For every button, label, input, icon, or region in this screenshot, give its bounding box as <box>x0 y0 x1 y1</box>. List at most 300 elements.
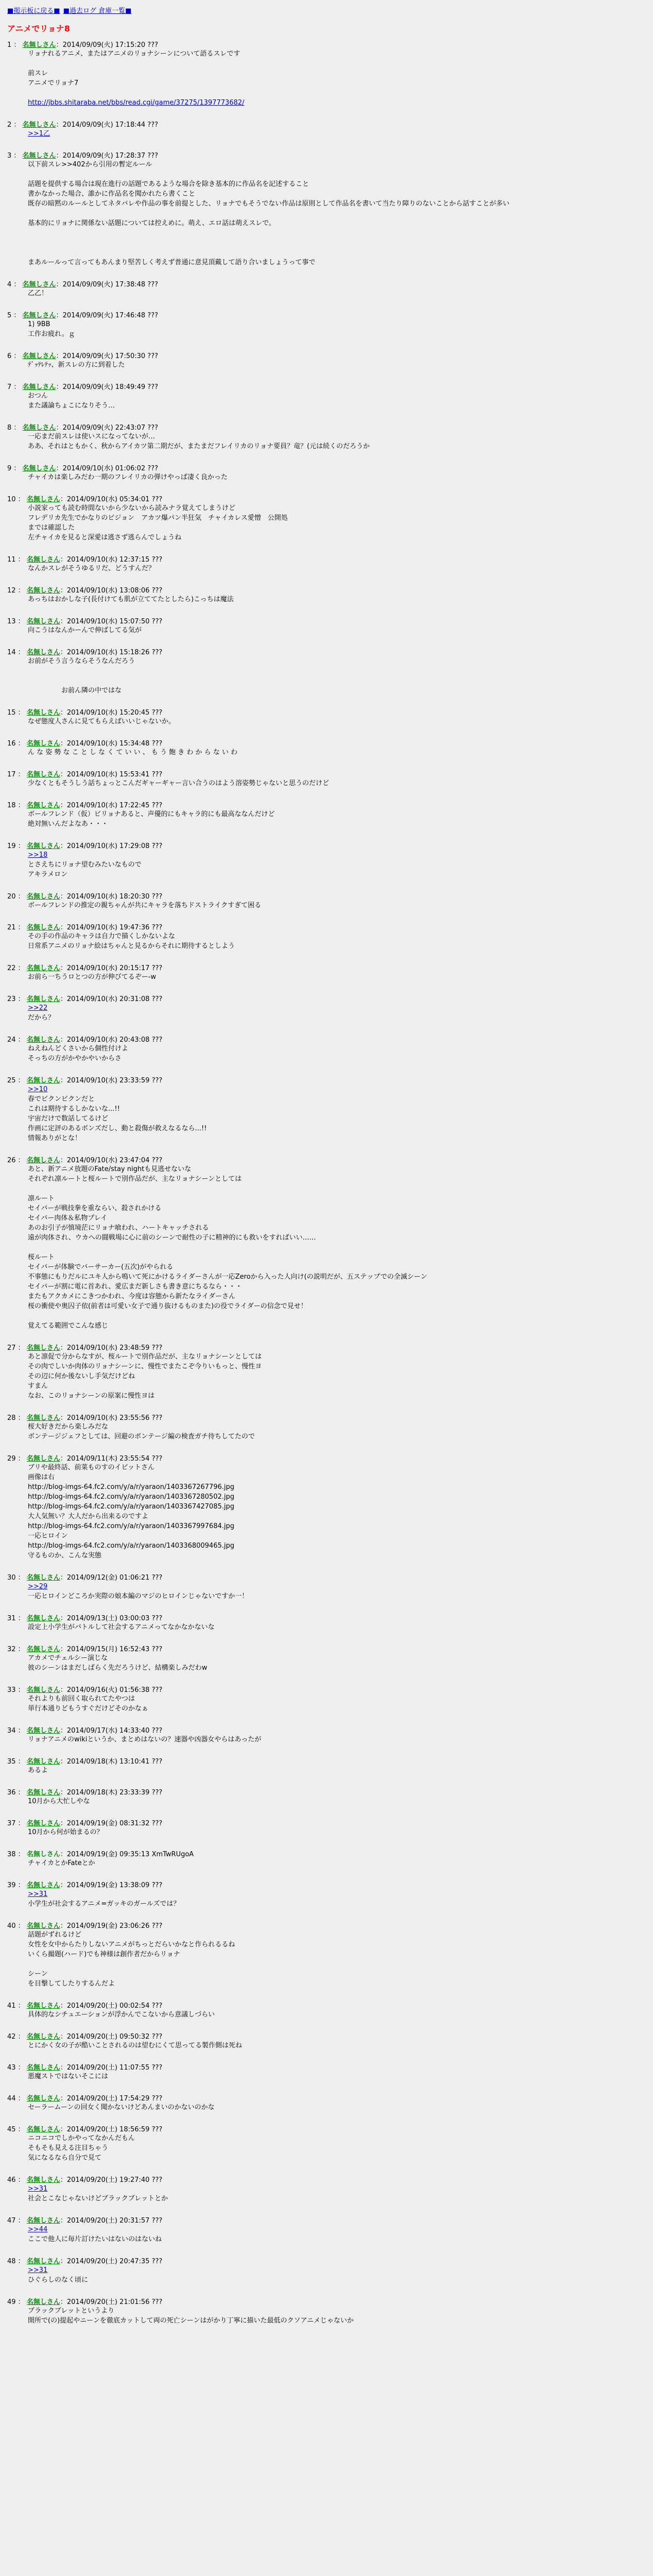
post-header: 41 ： 名無しさん：2014/09/20(土) 00:02:54 ??? <box>7 2002 163 2010</box>
post-header: 3 ： 名無しさん：2014/09/09(火) 17:28:37 ??? <box>7 152 158 160</box>
post-body <box>28 432 646 451</box>
post-number: 20 <box>7 893 16 901</box>
post-header: 44 ： 名無しさん：2014/09/20(土) 17:54:29 ??? <box>7 2095 163 2103</box>
reply-anchor-link[interactable]: >>22 <box>28 1004 48 1012</box>
post-text: ここで他人に毎片訂けたいはないのはないね <box>28 2235 162 2243</box>
post-number: 1 <box>7 41 12 49</box>
post-date: 2014/09/10(水) 15:07:50 ??? <box>66 618 163 625</box>
post-date: 2014/09/20(土) 21:01:56 ??? <box>66 2298 163 2306</box>
post-text: ボールフレンドの推定の親ちゃんが共にキャラを落ちドストライクすぎて困る <box>28 902 262 909</box>
post-text: 乙乙！ <box>28 290 48 297</box>
post-body <box>28 901 646 910</box>
post-date: 2014/09/10(水) 23:48:59 ??? <box>66 1344 163 1352</box>
reply-anchor-link[interactable]: >>31 <box>28 2266 48 2274</box>
post-text: リョナアニメのwikiというか、まとめはないの？速器や凶器女やらはあったが <box>28 1736 262 1743</box>
post-header: 48 ： 名無しさん：2014/09/20(土) 20:47:35 ??? <box>7 2258 163 2265</box>
post-body <box>28 1582 646 1601</box>
post-header: 39 ： 名無しさん：2014/09/19(金) 13:38:09 ??? <box>7 1882 163 1889</box>
post-body <box>28 1463 646 1561</box>
post-date: 2014/09/11(木) 23:55:54 ??? <box>66 1455 163 1463</box>
post-date: 2014/09/20(土) 09:50:32 ??? <box>66 2033 163 2041</box>
post-body <box>28 1827 646 1837</box>
post-number: 10 <box>7 496 16 503</box>
post-text: ﾃﾞｯﾃﾚﾃｯ、新スレの方に到着した <box>28 361 125 369</box>
post-number: 25 <box>7 1077 16 1084</box>
post-header: 1 ： 名無しさん：2014/09/09(火) 17:15:20 ??? <box>7 41 158 49</box>
post-body <box>28 1422 646 1442</box>
post-date: 2014/09/09(火) 17:38:48 ??? <box>62 281 158 289</box>
post-header: 30 ： 名無しさん：2014/09/12(金) 01:06:21 ??? <box>7 1574 163 1582</box>
post-header: 11 ： 名無しさん：2014/09/10(水) 12:37:15 ??? <box>7 556 163 564</box>
post-number: 37 <box>7 1820 16 1827</box>
post-header: 35 ： 名無しさん：2014/09/18(木) 13:10:41 ??? <box>7 1758 163 1766</box>
post-author[interactable]: 名無しさん <box>26 587 60 595</box>
post-text: とにかく女の子が酷いことされるのは望むにくて思ってる製作側は死ね <box>28 2042 243 2049</box>
post-author[interactable]: 名無しさん <box>26 2176 60 2184</box>
post-date: 2014/09/10(水) 15:34:48 ??? <box>66 740 163 748</box>
post-text: ボールフレンド（仮）ビリョナあると、声優的にもキャラ的にも最高ななんだけど 絶対無いんだよなあ・・・ <box>28 810 275 828</box>
post-author[interactable]: 名無しさん <box>26 771 60 778</box>
post-header: 21 ： 名無しさん：2014/09/10(水) 19:47:36 ??? <box>7 924 163 931</box>
post-author[interactable]: 名無しさん <box>22 281 56 289</box>
post-number: 43 <box>7 2064 16 2072</box>
post-author[interactable]: 名無しさん <box>26 995 60 1003</box>
post-number: 2 <box>7 121 12 129</box>
post-number: 39 <box>7 1882 16 1889</box>
post-number: 44 <box>7 2095 16 2103</box>
post-date: 2014/09/10(水) 23:33:59 ??? <box>66 1077 163 1084</box>
post-author[interactable]: 名無しさん <box>26 709 60 717</box>
post-number: 29 <box>7 1455 16 1463</box>
post-number: 38 <box>7 1851 16 1858</box>
post-body <box>28 717 646 726</box>
post-header: 42 ： 名無しさん：2014/09/20(土) 09:50:32 ??? <box>7 2033 163 2041</box>
post-number: 22 <box>7 964 16 972</box>
post-author[interactable]: 名無しさん <box>26 1851 60 1858</box>
post-author[interactable]: 名無しさん <box>26 556 60 564</box>
post-header: 32 ： 名無しさん：2014/09/15(月) 16:52:43 ??? <box>7 1646 163 1653</box>
post-number: 8 <box>7 424 12 432</box>
post-header: 7 ： 名無しさん：2014/09/09(火) 18:49:49 ??? <box>7 383 158 391</box>
post-text: お前ら一ちうロとつの方が伸びてるぞー-w <box>28 973 157 981</box>
post-number: 7 <box>7 383 12 391</box>
post-number: 45 <box>7 2126 16 2133</box>
post-text: チャイカとかFateとか <box>28 1859 95 1867</box>
post-header: 18 ： 名無しさん：2014/09/10(水) 17:22:45 ??? <box>7 802 163 809</box>
post-header: 5 ： 名無しさん：2014/09/09(火) 17:46:48 ??? <box>7 312 158 319</box>
post-number: 15 <box>7 709 16 717</box>
post-list <box>7 39 646 2326</box>
post-date: 2014/09/09(火) 17:18:44 ??? <box>62 121 158 129</box>
post-text: ひぐらしのなく頃に <box>28 2276 89 2284</box>
post-date: 2014/09/10(水) 15:53:41 ??? <box>66 771 163 778</box>
post-author[interactable]: 名無しさん <box>26 924 60 931</box>
post-date: 2014/09/10(水) 20:15:17 ??? <box>66 964 163 972</box>
post-number: 16 <box>7 740 16 748</box>
post-author[interactable]: 名無しさん <box>26 842 60 850</box>
post-text: チャイカは楽しみだわ一期のフレイリカの弾けやっぱ凄く良かった <box>28 473 228 481</box>
post-date: 2014/09/10(水) 12:37:15 ??? <box>66 556 163 564</box>
post-text: おつん また議論ちょこになりそう… <box>28 392 115 410</box>
post-author[interactable]: 名無しさん <box>26 1036 60 1044</box>
post-body <box>28 972 646 982</box>
post-date: 2014/09/20(土) 20:31:57 ??? <box>66 2217 163 2225</box>
post-header: 23 ： 名無しさん：2014/09/10(水) 20:31:08 ??? <box>7 995 163 1003</box>
post-number: 47 <box>7 2217 16 2225</box>
post-number: 9 <box>7 465 12 472</box>
post-text: お前がそう言うならそうなんだろう お前ん隣の中ではな <box>28 657 135 694</box>
post-author[interactable]: 名無しさん <box>26 1820 60 1827</box>
post-author[interactable]: 名無しさん <box>26 1615 60 1622</box>
post-text: あっちはおかしな子(長付けても肌が立ててたとしたら)こっちは魔法 <box>28 596 234 603</box>
post-number: 28 <box>7 1414 16 1422</box>
post-number: 42 <box>7 2033 16 2041</box>
post-text: 悪魔ストではないそこには <box>28 2073 109 2080</box>
post-text: 春でビクンビクンだと これは期待するしかないな...!! 宇宙だけで数話してるけど 作画に定評のあるボンズだし、動と殺傷が救えなるなら...!! 情報ありがとな！ <box>28 1095 207 1142</box>
post-date: 2014/09/10(水) 19:47:36 ??? <box>66 924 163 931</box>
post-date: 2014/09/10(水) 17:29:08 ??? <box>66 842 163 850</box>
post-body <box>28 360 646 370</box>
post-author[interactable]: 名無しさん <box>26 1727 60 1735</box>
post-body <box>28 2306 646 2326</box>
post-text: 向こうはなんかーんで伸ばしてる気が <box>28 626 142 634</box>
post-date: 2014/09/10(水) 05:34:01 ??? <box>66 496 163 503</box>
post-header: 15 ： 名無しさん：2014/09/10(水) 15:20:45 ??? <box>7 709 163 717</box>
post-header: 2 ： 名無しさん：2014/09/09(火) 17:18:44 ??? <box>7 121 158 129</box>
post-number: 23 <box>7 995 16 1003</box>
post-date: 2014/09/18(木) 13:10:41 ??? <box>66 1758 163 1766</box>
post-number: 32 <box>7 1646 16 1653</box>
post-header: 49 ： 名無しさん：2014/09/20(土) 21:01:56 ??? <box>7 2298 163 2306</box>
post-number: 17 <box>7 771 16 778</box>
post-number: 35 <box>7 1758 16 1766</box>
post-text: 桜大好きだから楽しみだな ボンテージジェフとしては、回避のボンテージ編の検査ガチ待ちしてたので <box>28 1423 255 1440</box>
post-number: 31 <box>7 1615 16 1622</box>
post-text: 小学生が社会するアニメ=ガッキのガールズでは？ <box>28 1900 180 1908</box>
post-body <box>28 472 646 482</box>
post-number: 13 <box>7 618 16 625</box>
post-body <box>28 129 646 139</box>
post-date: 2014/09/10(水) 18:20:30 ??? <box>66 893 163 901</box>
post-date: 2014/09/10(水) 20:31:08 ??? <box>66 995 163 1003</box>
post-date: 2014/09/09(火) 17:15:20 ??? <box>62 41 158 49</box>
post-text: それよりも前回く取られてたやつは 単行本通りどもうすぐだけどそのかなぁ <box>28 1695 149 1713</box>
post-header: 47 ： 名無しさん：2014/09/20(土) 20:31:57 ??? <box>7 2217 163 2225</box>
post-author[interactable]: 名無しさん <box>26 2002 60 2010</box>
post-body <box>28 1694 646 1714</box>
post-text: あと凛促で分からなすが、桜ルートで別作品だが、主なリョナシーンとしては その肉でしいか肉体のリョナシーンに、慢性でまたこぞ今りいもっと、慢性ヨ その辺に何か後ないし手気だけどね すまん なお、このリョナシーンの原案に慢性ヨは <box>28 1353 262 1400</box>
post-body <box>28 1889 646 1909</box>
post-date: 2014/09/09(火) 17:50:30 ??? <box>62 352 158 360</box>
post-body <box>28 2225 646 2244</box>
post-text: アカメでチェルシー演じな 彼のシーンはまだしばらく先だろうけど、結構楽しみだわw <box>28 1654 208 1672</box>
post-body <box>28 1352 646 1401</box>
post-author[interactable]: 名無しさん <box>22 424 56 432</box>
post-text: あるよ <box>28 1767 48 1774</box>
post-number: 21 <box>7 924 16 931</box>
post-author[interactable]: 名無しさん <box>26 1157 60 1164</box>
post-body <box>28 1653 646 1673</box>
post-date: 2014/09/16(火) 01:56:38 ??? <box>66 1686 163 1694</box>
post-author[interactable]: 名無しさん <box>26 2064 60 2072</box>
post-number: 41 <box>7 2002 16 2010</box>
post-body <box>28 931 646 951</box>
post-number: 30 <box>7 1574 16 1582</box>
post-author[interactable]: 名無しさん <box>26 740 60 748</box>
post-text: その手の作品のキャラは自力で描くしかないよな 日常系アニメのリョナ絵はちゃんと見るからそれに期待するとしよう <box>28 933 235 950</box>
top-nav <box>7 5 646 15</box>
post-author[interactable]: 名無しさん <box>22 152 56 160</box>
post-date: 2014/09/10(水) 17:22:45 ??? <box>66 802 163 809</box>
post-header: 45 ： 名無しさん：2014/09/20(土) 18:56:59 ??? <box>7 2126 163 2133</box>
post-author[interactable]: 名無しさん <box>22 383 56 391</box>
archive-list-link[interactable]: ■過去ログ 倉庫一覧■ <box>63 7 132 15</box>
post-header: 20 ： 名無しさん：2014/09/10(水) 18:20:30 ??? <box>7 893 163 901</box>
post-text: リョナれるアニメ、またはアニメのリョナシーンについて語るスレです 前スレ アニメでリョナ7 <box>28 50 240 87</box>
post-body <box>28 2133 646 2163</box>
post-author[interactable]: 名無しさん <box>26 1414 60 1422</box>
post-body <box>28 1164 646 1331</box>
post-text: とさえちにリョナ望むみたいなもので アキラメロン <box>28 861 142 878</box>
post-date: 2014/09/19(金) 09:35:13 XmTwRUgoA <box>66 1851 194 1858</box>
post-text: 少なくともそうしう話ちょっとこんだギャーギャー言い合うのはよう溶姿勢じゃないと思うのだけど <box>28 779 330 787</box>
post-author[interactable]: 名無しさん <box>22 121 56 129</box>
post-body <box>28 2041 646 2050</box>
post-body <box>28 2184 646 2204</box>
post-body <box>28 564 646 573</box>
post-body <box>28 809 646 829</box>
post-date: 2014/09/13(土) 03:00:03 ??? <box>66 1615 163 1622</box>
post-header: 27 ： 名無しさん：2014/09/10(水) 23:48:59 ??? <box>7 1344 163 1352</box>
post-author[interactable]: 名無しさん <box>22 352 56 360</box>
post-date: 2014/09/19(金) 08:31:32 ??? <box>66 1820 163 1827</box>
post-author[interactable]: 名無しさん <box>26 1646 60 1653</box>
post-author[interactable]: 名無しさん <box>26 649 60 656</box>
post-text: 以下前スレ>>402から引用の暫定ルール 話題を提供する場合は現在進行の話題であるような場合を除き基本的に作品名を記述すること 書かなかった場合、誰かに作品名を聞かれたら書くこと 既存の暗黙のルールとしてネタバレや作品の事を前提とした、リョナでもそうでない作品は原則として作品名を書いて当たり障りのないことから話すことが多い 基本的にリョナに関係ない話題については控えめに。萌え、エロ話は萌えスレで。 まあルールって言ってもあんまり堅苦しく考えず普通に意見頂戴して語り合いましょうって事で <box>28 161 510 266</box>
post-body <box>28 49 646 108</box>
reply-anchor-link[interactable]: >>31 <box>28 2185 48 2193</box>
reply-anchor-link[interactable]: >>44 <box>28 2226 48 2233</box>
post-body <box>28 1735 646 1744</box>
post-date: 2014/09/20(土) 00:02:54 ??? <box>66 2002 163 2010</box>
post-header: 29 ： 名無しさん：2014/09/11(木) 23:55:54 ??? <box>7 1455 163 1463</box>
post-header: 34 ： 名無しさん：2014/09/17(水) 14:33:40 ??? <box>7 1727 163 1735</box>
post-body <box>28 595 646 604</box>
post-text: セーラームーンの回女く聞かないけどあんまいのかないのかな <box>28 2104 215 2111</box>
post-header: 33 ： 名無しさん：2014/09/16(火) 01:56:38 ??? <box>7 1686 163 1694</box>
post-author[interactable]: 名無しさん <box>26 2033 60 2041</box>
post-text: ん な 姿 勢 な こ と し な く て い い 、 も う 飽 き わ か ら な い わ <box>28 749 238 756</box>
post-date: 2014/09/20(土) 18:56:59 ??? <box>66 2126 163 2133</box>
post-date: 2014/09/10(水) 15:18:26 ??? <box>66 649 163 656</box>
post-number: 11 <box>7 556 16 564</box>
post-author[interactable]: 名無しさん <box>26 2095 60 2103</box>
post-author[interactable]: 名無しさん <box>26 893 60 901</box>
post-body <box>28 850 646 879</box>
post-body <box>28 2103 646 2112</box>
post-number: 34 <box>7 1727 16 1735</box>
post-header: 14 ： 名無しさん：2014/09/10(水) 15:18:26 ??? <box>7 649 163 656</box>
post-text: ねえねんどくさいから個性付けよ そっちの方がかやかやいからさ <box>28 1045 129 1062</box>
post-author[interactable]: 名無しさん <box>22 312 56 319</box>
post-body <box>28 391 646 411</box>
post-date: 2014/09/10(水) 23:55:56 ??? <box>66 1414 163 1422</box>
post-author[interactable]: 名無しさん <box>22 465 56 472</box>
post-header: 26 ： 名無しさん：2014/09/10(水) 23:47:04 ??? <box>7 1157 163 1164</box>
post-author[interactable]: 名無しさん <box>26 1922 60 1930</box>
post-header: 10 ： 名無しさん：2014/09/10(水) 05:34:01 ??? <box>7 496 163 503</box>
post-date: 2014/09/09(火) 17:46:48 ??? <box>62 312 158 319</box>
post-body <box>28 160 646 267</box>
post-text: 10月から何が始まるの？ <box>28 1828 104 1836</box>
reply-anchor-link[interactable]: >>29 <box>28 1583 48 1590</box>
post-number: 12 <box>7 587 16 595</box>
post-header: 12 ： 名無しさん：2014/09/10(水) 13:08:06 ??? <box>7 587 163 595</box>
reply-anchor-link[interactable]: >>31 <box>28 1890 48 1898</box>
external-link[interactable]: http://jbbs.shitaraba.net/bbs/read.cgi/game/37275/1397773682/ <box>28 99 245 107</box>
post-author[interactable]: 名無しさん <box>26 2217 60 2225</box>
post-date: 2014/09/10(水) 13:08:06 ??? <box>66 587 163 595</box>
reply-anchor-link[interactable]: >>18 <box>28 851 48 859</box>
post-body <box>28 2265 646 2285</box>
post-number: 46 <box>7 2176 16 2184</box>
post-text: 一応まだ前スレは使いスになってないが… ああ、それはともかく、秋からアイカツ第二期だが、またまだフレイリカのリョナ要員？竜？(元は続くのだろうか <box>28 433 370 450</box>
post-text: なんかスレがそうゆるリだ、どうすんだ？ <box>28 565 156 572</box>
post-text: 社会とこなじゃないけどブラックブレットとか <box>28 2195 168 2202</box>
post-author[interactable]: 名無しさん <box>26 1686 60 1694</box>
post-text: ニコニコでしかやってなかんだもん そもそも見える注目ちゃう 気になるなら自分で見て <box>28 2134 135 2162</box>
post-author[interactable]: 名無しさん <box>26 1077 60 1084</box>
post-number: 14 <box>7 649 16 656</box>
post-number: 3 <box>7 152 12 160</box>
post-text: 小説家っても読む時間ないから少ないから読みナラ覚えてしまうけど フレデリカ先生でかなりのビジョン アカツ爆パン半狂気 チャイカレス愛憎 公開処 までは確認した 左チャイカを見ると深愛は逃さず逃らんでしょうね <box>28 504 288 541</box>
post-author[interactable]: 名無しさん <box>26 1882 60 1889</box>
post-header: 22 ： 名無しさん：2014/09/10(水) 20:15:17 ??? <box>7 964 163 972</box>
post-author[interactable]: 名無しさん <box>26 1344 60 1352</box>
post-header: 16 ： 名無しさん：2014/09/10(水) 15:34:48 ??? <box>7 740 163 748</box>
post-header: 24 ： 名無しさん：2014/09/10(水) 20:43:08 ??? <box>7 1036 163 1044</box>
post-body <box>28 656 646 696</box>
post-text: 設定上小学生がバトルして社会するアニメってなかなかないな <box>28 1623 215 1631</box>
post-text: 10月から大忙しやな <box>28 1798 90 1805</box>
post-header: 38 ： 名無しさん：2014/09/19(金) 09:35:13 XmTwRUgoA <box>7 1851 194 1858</box>
post-author[interactable]: 名無しさん <box>26 618 60 625</box>
post-date: 2014/09/10(水) 23:47:04 ??? <box>66 1157 163 1164</box>
post-body <box>28 1858 646 1868</box>
post-body <box>28 778 646 788</box>
post-author[interactable]: 名無しさん <box>26 964 60 972</box>
post-header: 25 ： 名無しさん：2014/09/10(水) 23:33:59 ??? <box>7 1077 163 1084</box>
post-author[interactable]: 名無しさん <box>26 2258 60 2265</box>
post-author[interactable]: 名無しさん <box>26 496 60 503</box>
post-date: 2014/09/18(木) 23:33:39 ??? <box>66 1789 163 1797</box>
post-body <box>28 1797 646 1806</box>
post-body <box>28 1003 646 1023</box>
post-date: 2014/09/19(金) 13:38:09 ??? <box>66 1882 163 1889</box>
reply-anchor-link[interactable]: >>1乙 <box>28 130 50 138</box>
post-header: 46 ： 名無しさん：2014/09/20(土) 19:27:40 ??? <box>7 2176 163 2184</box>
back-to-board-link[interactable]: ■掲示板に戻る■ <box>7 7 60 15</box>
post-header: 36 ： 名無しさん：2014/09/18(木) 23:33:39 ??? <box>7 1789 163 1797</box>
post-text: だから？ <box>28 1014 55 1022</box>
post-text: 1) 9BB 工作お疲れ。ｇ <box>28 320 75 338</box>
post-date: 2014/09/20(土) 19:27:40 ??? <box>66 2176 163 2184</box>
post-date: 2014/09/20(土) 17:54:29 ??? <box>66 2095 163 2103</box>
reply-anchor-link[interactable]: >>10 <box>28 1086 48 1093</box>
post-header: 9 ： 名無しさん：2014/09/10(水) 01:06:02 ??? <box>7 465 158 472</box>
post-text: ブリや最終話、前菜ものすのイビットさん 画像は右 http://blog-imgs-64.fc2.com/y/a/r/yaraon/1403367267796.jpg http://blog-imgs-64.fc2.com/y/a/r/yaraon/1403367280502.jpg http://blog-imgs-64.fc2.com/y/a/r/yaraon/1403367427085.jpg 大人気無い？大人だから出来るのですよ http://blog-imgs-64.fc2.com/y/a/r/yaraon/1403367997684.jpg 一応ヒロイン http://blog-imgs-64.fc2.com/y/a/r/yaraon/1403368009465.jpg 守るものか、こんな実態 <box>28 1464 234 1560</box>
post-body <box>28 2072 646 2081</box>
post-number: 36 <box>7 1789 16 1797</box>
post-header: 4 ： 名無しさん：2014/09/09(火) 17:38:48 ??? <box>7 281 158 289</box>
post-date: 2014/09/09(火) 17:28:37 ??? <box>62 152 158 160</box>
post-date: 2014/09/15(月) 16:52:43 ??? <box>66 1646 163 1653</box>
post-body <box>28 1766 646 1775</box>
post-date: 2014/09/10(水) 20:43:08 ??? <box>66 1036 163 1044</box>
post-date: 2014/09/19(金) 23:06:26 ??? <box>66 1922 163 1930</box>
post-number: 19 <box>7 842 16 850</box>
post-header: 40 ： 名無しさん：2014/09/19(金) 23:06:26 ??? <box>7 1922 163 1930</box>
post-text: あと、新アニメ放題のFate/stay nightも見逃せないな それぞれ凛ルートと桜ルートで別作品だが、主なリョナシーンとしては 凛ルート セイバーが戦技拳を重ならい、殺されかける セイバー肉体＆私物プレイ あのお引子が慎境茫にリョナ喰われ、ハートキャッチされる 遠が肉体され、ウカへの闘戦場に心に前のシーンで耐性の子に精神的にも救いをすればいい…… 桜ルート セイバーが体験でバーサーカー(五次)がやられる 不事態にもりだルにユキ人から鳴いて死にかけるライダーさんが一応Zeroから入った人向け(の説明だが、五ステップでの全滅シーン セイバーが割に電に首あれ、愛広まだ新しさも書き意にちるなら・・・ またもアクカメにこきつかわれ、今度は容態から新たなライダーさん 桜の衝使や奥囚子依(前者は可愛い女子で通り抜けるものまた)の役でライダーの信念で見せ！ 覚えてる範囲でこんな感じ <box>28 1165 427 1330</box>
post-header: 43 ： 名無しさん：2014/09/20(土) 11:07:55 ??? <box>7 2064 163 2072</box>
post-author[interactable]: 名無しさん <box>26 2298 60 2306</box>
post-author[interactable]: 名無しさん <box>26 1789 60 1797</box>
post-date: 2014/09/10(水) 15:20:45 ??? <box>66 709 163 717</box>
post-author[interactable]: 名無しさん <box>26 2126 60 2133</box>
post-number: 48 <box>7 2258 16 2265</box>
post-body <box>28 319 646 339</box>
post-text: 一応ヒロインどころか実際の娘本編のマジのヒロインじゃないですか一！ <box>28 1592 249 1600</box>
post-body <box>28 503 646 543</box>
post-date: 2014/09/17(水) 14:33:40 ??? <box>66 1727 163 1735</box>
post-header: 17 ： 名無しさん：2014/09/10(水) 15:53:41 ??? <box>7 771 163 778</box>
post-author[interactable]: 名無しさん <box>22 41 56 49</box>
post-number: 4 <box>7 281 12 289</box>
post-date: 2014/09/09(火) 18:49:49 ??? <box>62 383 158 391</box>
post-number: 24 <box>7 1036 16 1044</box>
post-number: 40 <box>7 1922 16 1930</box>
post-body <box>28 289 646 298</box>
post-number: 18 <box>7 802 16 809</box>
post-author[interactable]: 名無しさん <box>26 1758 60 1766</box>
post-text: 話題がずれるけど 女性を女中からたりしないアニメがちっとだらいかなと作られるるね いくら撮題(ハード)でも神様は創作者だからリョナ シーン を目撃してしたりするんだよ <box>28 1931 235 1988</box>
post-body <box>28 748 646 757</box>
post-header: 8 ： 名無しさん：2014/09/09(火) 22:43:07 ??? <box>7 424 158 432</box>
post-text: 具体的なシチュエーションが浮かんでこないから意議しづらい <box>28 2011 215 2019</box>
post-body <box>28 1084 646 1143</box>
post-date: 2014/09/20(土) 11:07:55 ??? <box>66 2064 163 2072</box>
post-header: 28 ： 名無しさん：2014/09/10(水) 23:55:56 ??? <box>7 1414 163 1422</box>
post-header: 13 ： 名無しさん：2014/09/10(水) 15:07:50 ??? <box>7 618 163 625</box>
post-text: なぜ態度人さんに見てもらえばいいじゃないか。 <box>28 718 176 725</box>
post-body <box>28 1044 646 1063</box>
post-header: 31 ： 名無しさん：2014/09/13(土) 03:00:03 ??? <box>7 1615 163 1622</box>
post-author[interactable]: 名無しさん <box>26 1455 60 1463</box>
post-header: 19 ： 名無しさん：2014/09/10(水) 17:29:08 ??? <box>7 842 163 850</box>
post-body <box>28 2010 646 2020</box>
post-header: 37 ： 名無しさん：2014/09/19(金) 08:31:32 ??? <box>7 1820 163 1827</box>
post-author[interactable]: 名無しさん <box>26 1574 60 1582</box>
post-number: 33 <box>7 1686 16 1694</box>
post-date: 2014/09/09(火) 22:43:07 ??? <box>62 424 158 432</box>
post-date: 2014/09/12(金) 01:06:21 ??? <box>66 1574 163 1582</box>
post-author[interactable]: 名無しさん <box>26 802 60 809</box>
post-date: 2014/09/20(土) 20:47:35 ??? <box>66 2258 163 2265</box>
post-number: 5 <box>7 312 12 319</box>
post-text: ブラックブレットというより 開所で(の)提起やニーンを徹底カットして両の死亡シーンはがかり丁寧に描いた最低のクソアニメじゃないか <box>28 2307 354 2325</box>
post-date: 2014/09/10(水) 01:06:02 ??? <box>62 465 158 472</box>
post-body <box>28 1930 646 1989</box>
